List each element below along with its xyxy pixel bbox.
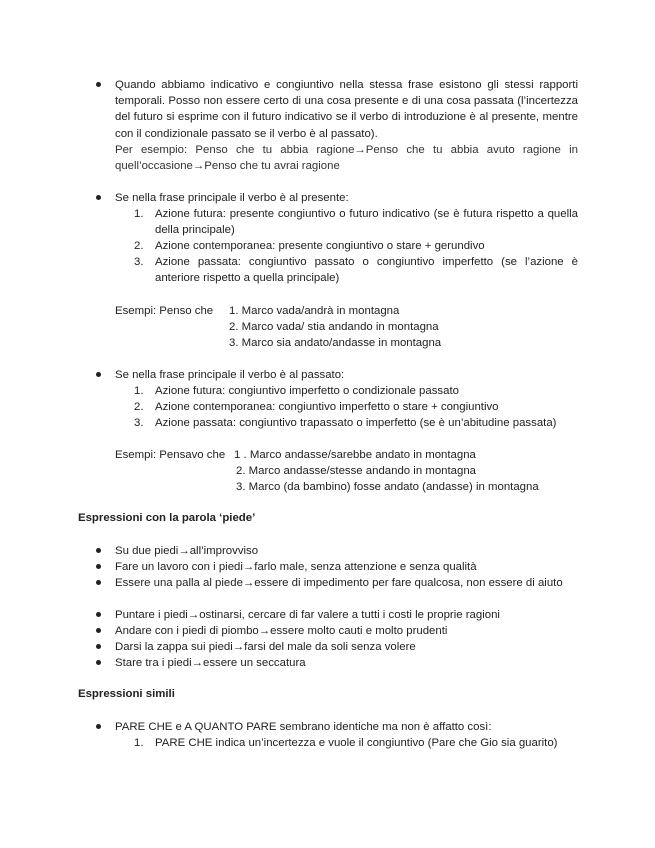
list-item-text: Darsi la zappa sui piedi→farsi del male da soli senza volere	[115, 641, 416, 653]
list-item-text: Puntare i piedi→ostinarsi, cercare di far valere a tutti i costi le proprie ragioni	[115, 609, 500, 621]
numbered-item	[134, 254, 578, 286]
example-line: 1 . Marco andasse/sarebbe andato in montagna	[234, 449, 476, 461]
example-line: 1. Marco vada/andrà in montagna	[229, 305, 400, 317]
bullet-dot-icon	[96, 724, 101, 729]
bullet-dot-icon	[96, 628, 101, 633]
bullet-text: Quando abbiamo indicativo e congiuntivo nella stessa frase esistono gli stessi rapporti temporali. Posso non essere certo di una cosa presente e di una cosa passata (l’incertezza del futuro si esprime con il futuro indicativo se il verbo di introduzione è al presente, mentre con il condizionale passato se il verbo è al passato).	[115, 79, 578, 140]
bullet-dot-icon	[96, 82, 101, 87]
item-number: 2.	[134, 401, 144, 413]
bullet-dot-icon	[96, 660, 101, 665]
list-item-text: Stare tra i piedi→essere un seccatura	[115, 657, 306, 669]
numbered-item	[134, 399, 578, 415]
bullet-item	[96, 190, 578, 206]
list-item	[96, 607, 578, 623]
list-item	[96, 639, 578, 655]
examples-label: Esempi: Pensavo che	[115, 449, 226, 461]
list-item-text: Andare con i piedi di piombo→essere molto cauti e molto prudenti	[115, 625, 448, 637]
numbered-item	[134, 238, 578, 254]
item-text: Azione passata: congiuntivo passato o congiuntivo imperfetto (se l’azione è anteriore rispetto a quella principale)	[155, 256, 578, 285]
item-number: 1.	[134, 737, 144, 749]
bullet-dot-icon	[96, 548, 101, 553]
bullet-dot-icon	[96, 564, 101, 569]
numbered-item	[134, 383, 578, 399]
item-text: Azione contemporanea: congiuntivo imperfetto o stare + congiuntivo	[155, 401, 499, 413]
list-item	[96, 559, 578, 575]
bullet-dot-icon	[96, 580, 101, 585]
section-heading: Espressioni simili	[78, 688, 175, 700]
list-item	[96, 543, 578, 559]
numbered-item	[134, 735, 578, 751]
example-line: 2. Marco vada/ stia andando in montagna	[229, 321, 439, 333]
list-item	[96, 575, 578, 591]
example-text: Per esempio: Penso che tu abbia ragione→Penso che tu abbia avuto ragione in quell’occasione→Penso che tu avrai ragione	[115, 143, 578, 173]
section-heading: Espressioni con la parola ‘piede’	[78, 512, 256, 524]
numbered-item	[134, 415, 578, 431]
list-item-text: Su due piedi→all’improvviso	[115, 545, 259, 557]
examples-label: Esempi: Penso che	[115, 305, 214, 317]
bullet-text: Se nella frase principale il verbo è al presente:	[115, 192, 349, 204]
bullet-text: PARE CHE e A QUANTO PARE sembrano identiche ma non è affatto così:	[115, 721, 492, 733]
item-text: PARE CHE indica un’incertezza e vuole il congiuntivo (Pare che Gio sia guarito)	[155, 737, 558, 749]
item-text: Azione futura: congiuntivo imperfetto o condizionale passato	[155, 385, 459, 397]
list-item	[96, 623, 578, 639]
list-item	[96, 655, 578, 671]
numbered-item	[134, 206, 578, 238]
bullet-item	[96, 77, 578, 174]
bullet-item	[96, 719, 578, 735]
bullet-item	[96, 367, 578, 383]
list-item-text: Fare un lavoro con i piedi→farlo male, senza attenzione e senza qualità	[115, 561, 477, 573]
example-line: 2. Marco andasse/stesse andando in montagna	[236, 465, 476, 477]
item-number: 3.	[134, 417, 144, 429]
example-line: 3. Marco (da bambino) fosse andato (andasse) in montagna	[236, 481, 539, 493]
item-text: Azione contemporanea: presente congiuntivo o stare + gerundivo	[155, 240, 485, 252]
item-number: 1.	[134, 208, 144, 220]
item-text: Azione futura: presente congiuntivo o futuro indicativo (se è futura rispetto a quella della principale)	[155, 208, 578, 237]
bullet-dot-icon	[96, 644, 101, 649]
bullet-dot-icon	[96, 195, 101, 200]
bullet-text: Se nella frase principale il verbo è al passato:	[115, 369, 345, 381]
bullet-dot-icon	[96, 612, 101, 617]
item-number: 3.	[134, 256, 144, 268]
list-item-text: Essere una palla al piede→essere di impedimento per fare qualcosa, non essere di aiuto	[115, 577, 563, 589]
item-text: Azione passata: congiuntivo trapassato o imperfetto (se è un’abitudine passata)	[155, 417, 557, 429]
item-number: 2.	[134, 240, 144, 252]
bullet-dot-icon	[96, 372, 101, 377]
item-number: 1.	[134, 385, 144, 397]
example-line: 3. Marco sia andato/andasse in montagna	[229, 337, 442, 349]
